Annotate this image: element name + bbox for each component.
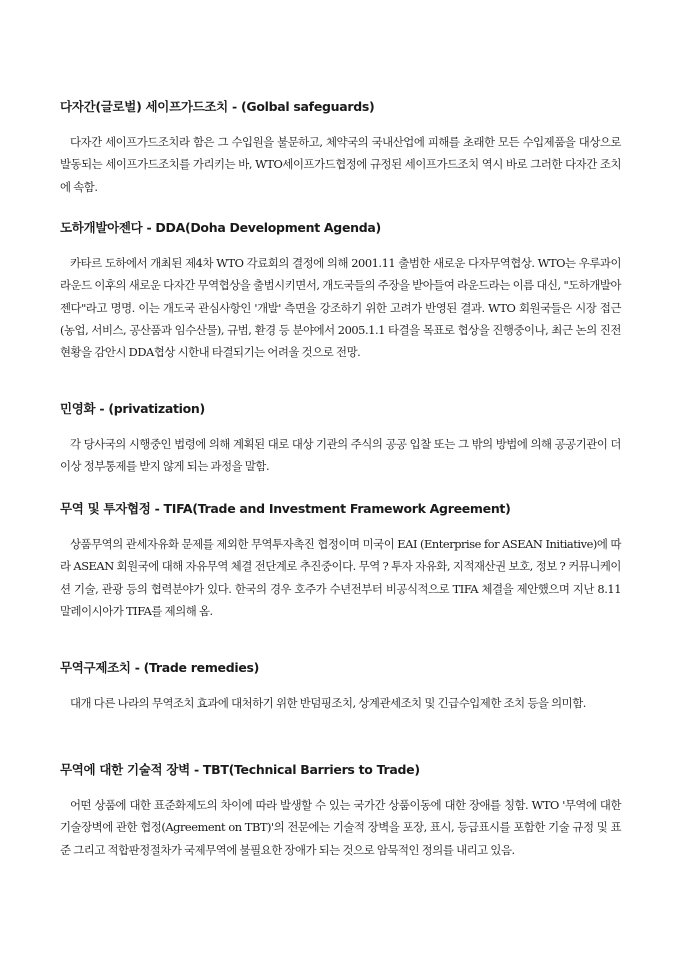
glossary-entry	[60, 762, 621, 861]
entry-definition: 다자간 세이프가드조치라 함은 그 수입원을 불문하고, 체약국의 국내산업에 피해를 초래한 모든 수입제품을 대상으로 발동되는 세이프가드조치를 가리키는 바, WTO세이프가드협정에 규정된 세이프가드조치 역시 바로 그러한 다자간 조치에 속함.	[60, 135, 621, 194]
glossary-entry	[60, 401, 621, 478]
entry-term: 무역구제조치 - (Trade remedies)	[60, 660, 260, 675]
entry-definition: 각 당사국의 시행중인 법령에 의해 계획된 대로 대상 기관의 주식의 공공 입찰 또는 그 밖의 방법에 의해 공공기관이 더 이상 정부통제를 받지 않게 되는 과정을 말함.	[60, 437, 621, 474]
entry-definition: 어떤 상품에 대한 표준화제도의 차이에 따라 발생할 수 있는 국가간 상품이동에 대한 장애를 칭함. WTO '무역에 대한 기술장벽에 관한 협정(Agreement on TBT)'의 전문에는 기술적 장벽을 포장, 표시, 등급표시를 포함한 기술 규정 및 표준 그리고 적합판정절차가 국제무역에 불필요한 장애가 되는 것으로 암묵적인 정의를 내리고 있음.	[60, 798, 621, 857]
entry-term: 민영화 - (privatization)	[60, 401, 205, 416]
entry-definition: 대개 다른 나라의 무역조치 효과에 대처하기 위한 반덤핑조치, 상계관세조치 및 긴급수입제한 조치 등을 의미함.	[70, 696, 586, 710]
entry-term: 도하개발아젠다 - DDA(Doha Development Agenda)	[60, 220, 381, 235]
entry-term: 다자간(글로벌) 세이프가드조치 - (Golbal safeguards)	[60, 99, 375, 114]
glossary-entry	[60, 220, 621, 363]
glossary-entry	[60, 501, 621, 622]
entry-term: 무역에 대한 기술적 장벽 - TBT(Technical Barriers to Trade)	[60, 762, 420, 777]
entry-definition: 카타르 도하에서 개최된 제4차 WTO 각료회의 결정에 의해 2001.11 출범한 새로운 다자무역협상. WTO는 우루과이 라운드 이후의 새로운 다자간 무역협상을 출범시키면서, 개도국들의 주장을 받아들여 라운드라는 이름 대신, "도하개발아젠다"라고 명명. 이는 개도국 관심사항인 '개발' 측면을 강조하기 위한 고려가 반영된 결과. WTO 회원국들은 시장 접근(농업, 서비스, 공산품과 임수산물), 규범, 환경 등 분야에서 2005.1.1 타결을 목표로 협상을 진행중이나, 최근 논의 진전 현황을 감안시 DDA협상 시한내 타결되기는 어려울 것으로 전망.	[60, 256, 621, 360]
glossary-entry	[60, 660, 621, 714]
entry-term: 무역 및 투자협정 - TIFA(Trade and Investment Framework Agreement)	[60, 501, 511, 516]
entry-definition: 상품무역의 관세자유화 문제를 제외한 무역투자촉진 협정이며 미국이 EAI (Enterprise for ASEAN Initiative)에 따라 ASEAN 회원국에 대해 자유무역 체결 전단계로 추진중이다. 무역 ? 투자 자유화, 지적재산권 보호, 정보 ? 커뮤니케이션 기술, 관광 등의 협력분야가 있다. 한국의 경우 호주가 수년전부터 비공식적으로 TIFA 체결을 제안했으며 지난 8.11 말레이시아가 TIFA를 제의해 옴.	[60, 537, 621, 618]
glossary-entry	[60, 99, 621, 198]
